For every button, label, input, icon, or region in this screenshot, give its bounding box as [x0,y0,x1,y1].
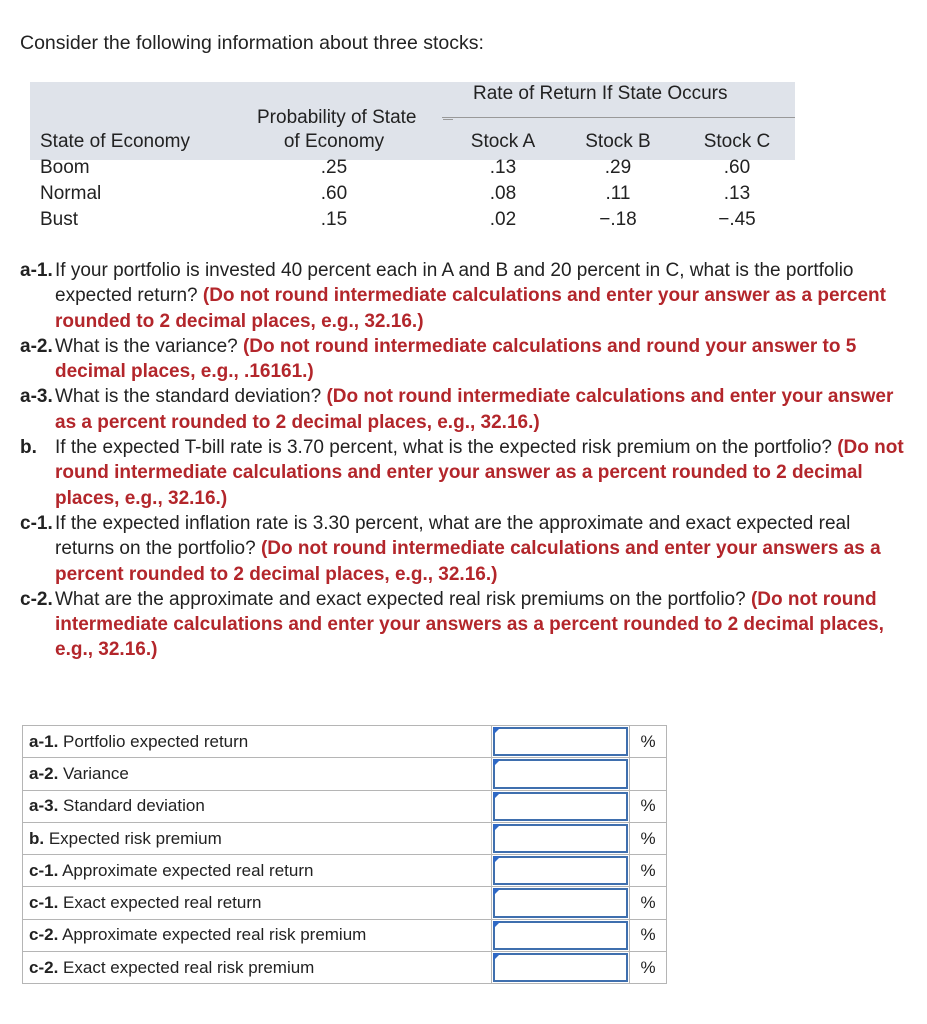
answer-label: Portfolio expected return [63,731,249,751]
unit-cell [630,758,667,790]
unit-cell: % [630,855,667,887]
state-cell: Bust [40,209,79,230]
answer-input[interactable] [493,792,628,821]
question-item [20,587,910,663]
answer-code: c-2. [29,925,59,945]
answer-input[interactable] [493,759,628,788]
stock-b-cell: .11 [605,183,631,204]
answer-label: Approximate expected real risk premium [62,925,367,945]
intro-text: Consider the following information about three stocks: [20,32,484,54]
flag-icon [493,824,501,832]
state-header: State of Economy [40,131,190,152]
question-hint: (Do not round intermediate calculations and enter your answers as a percent rounded to 2 decimal places, e.g., 32.16.) [55,588,884,661]
question-text: If your portfolio is invested 40 percent each in A and B and 20 percent in C, what is the portfolio expected return? [55,260,854,307]
unit-cell: % [630,726,667,758]
flag-icon [493,759,501,767]
answer-label: Variance [63,763,129,783]
question-text: If the expected T-bill rate is 3.70 percent, what is the expected risk premium on the portfolio? [55,437,832,459]
answer-input[interactable] [493,921,628,950]
stock-a-header: Stock A [470,131,536,152]
question-label: b. [20,437,37,459]
state-cell: Boom [40,157,90,178]
stock-a-cell: .02 [489,209,517,230]
question-item [20,511,910,587]
question-hint: (Do not round intermediate calculations and enter your answers as a percent rounded to 2 decimal places, e.g., 32.16.) [55,538,881,585]
answer-label: Approximate expected real return [62,860,314,880]
stock-c-cell: .13 [723,183,751,204]
question-text: What is the standard deviation? [55,386,322,408]
stock-b-header: Stock B [585,131,651,152]
flag-icon [493,953,501,961]
answer-code: a-3. [29,796,59,816]
table-row [23,790,667,822]
question-item [20,334,910,385]
probability-cell: .15 [320,209,348,230]
flag-icon [493,921,501,929]
question-hint: (Do not round intermediate calculations and enter your answer as a percent rounded to 2 decimal places, e.g., 32.16.) [55,437,904,509]
flag-icon [493,888,501,896]
answer-code: c-2. [29,957,59,977]
table-row [23,952,667,984]
question-item [20,384,910,435]
stock-a-cell: .08 [489,183,517,204]
answer-input[interactable] [493,953,628,982]
question-hint: (Do not round intermediate calculations and enter your answer as a percent rounded to 2 decimal places, e.g., 32.16.) [55,285,886,332]
answer-code: b. [29,828,45,848]
answer-code: c-1. [29,893,59,913]
probability-header-line2: of Economy [283,131,385,152]
probability-header-line1: Probability of State [257,107,417,128]
question-item [20,258,910,334]
table-row [23,887,667,919]
table-row [23,855,667,887]
unit-cell: % [630,952,667,984]
answer-input[interactable] [493,824,628,853]
stock-a-cell: .13 [489,157,517,178]
unit-cell: % [630,919,667,951]
question-label: c-1. [20,512,53,534]
unit-cell: % [630,790,667,822]
stock-c-cell: −.45 [718,209,756,230]
question-label: a-2. [20,335,53,357]
question-text: If the expected inflation rate is 3.30 percent, what are the approximate and exact expected real returns on the portfolio? [55,512,851,560]
probability-cell: .25 [320,157,348,178]
question-item [20,435,910,511]
answer-input[interactable] [493,856,628,885]
table-row [23,822,667,854]
answer-code: c-1. [29,860,59,880]
answer-label: Exact expected real return [63,893,262,913]
flag-icon [493,727,501,735]
answer-label: Standard deviation [63,796,205,816]
stock-b-cell: −.18 [599,209,637,230]
question-text: What is the variance? [55,335,238,357]
unit-cell: % [630,887,667,919]
question-hint: (Do not round intermediate calculations and enter your answer as a percent rounded to 2 decimal places, e.g., 32.16.) [55,386,894,433]
probability-cell: .60 [320,183,348,204]
stock-c-header: Stock C [703,131,771,152]
stock-c-cell: .60 [723,157,751,178]
question-hint: (Do not round intermediate calculations and round your answer to 5 decimal places, e.g., .16161.) [55,335,857,383]
question-list [20,258,910,663]
table-row [23,758,667,790]
question-label: c-2. [20,588,53,610]
unit-cell: % [630,822,667,854]
question-label: a-3. [20,386,53,408]
answer-table [22,725,667,984]
rate-of-return-header: Rate of Return If State Occurs [473,83,728,104]
probability-header-rule [443,119,453,120]
flag-icon [493,792,501,800]
answer-label: Exact expected real risk premium [63,957,315,977]
rate-header-underline [442,117,795,118]
answer-code: a-1. [29,731,59,751]
state-cell: Normal [40,183,102,204]
answer-code: a-2. [29,763,59,783]
table-row [23,726,667,758]
flag-icon [493,856,501,864]
stock-b-cell: .29 [604,157,632,178]
answer-input[interactable] [493,727,628,756]
table-row [23,919,667,951]
question-text: What are the approximate and exact expected real risk premiums on the portfolio? [55,588,746,610]
answer-input[interactable] [493,888,628,917]
question-label: a-1. [20,260,53,281]
answer-label: Expected risk premium [48,828,222,848]
